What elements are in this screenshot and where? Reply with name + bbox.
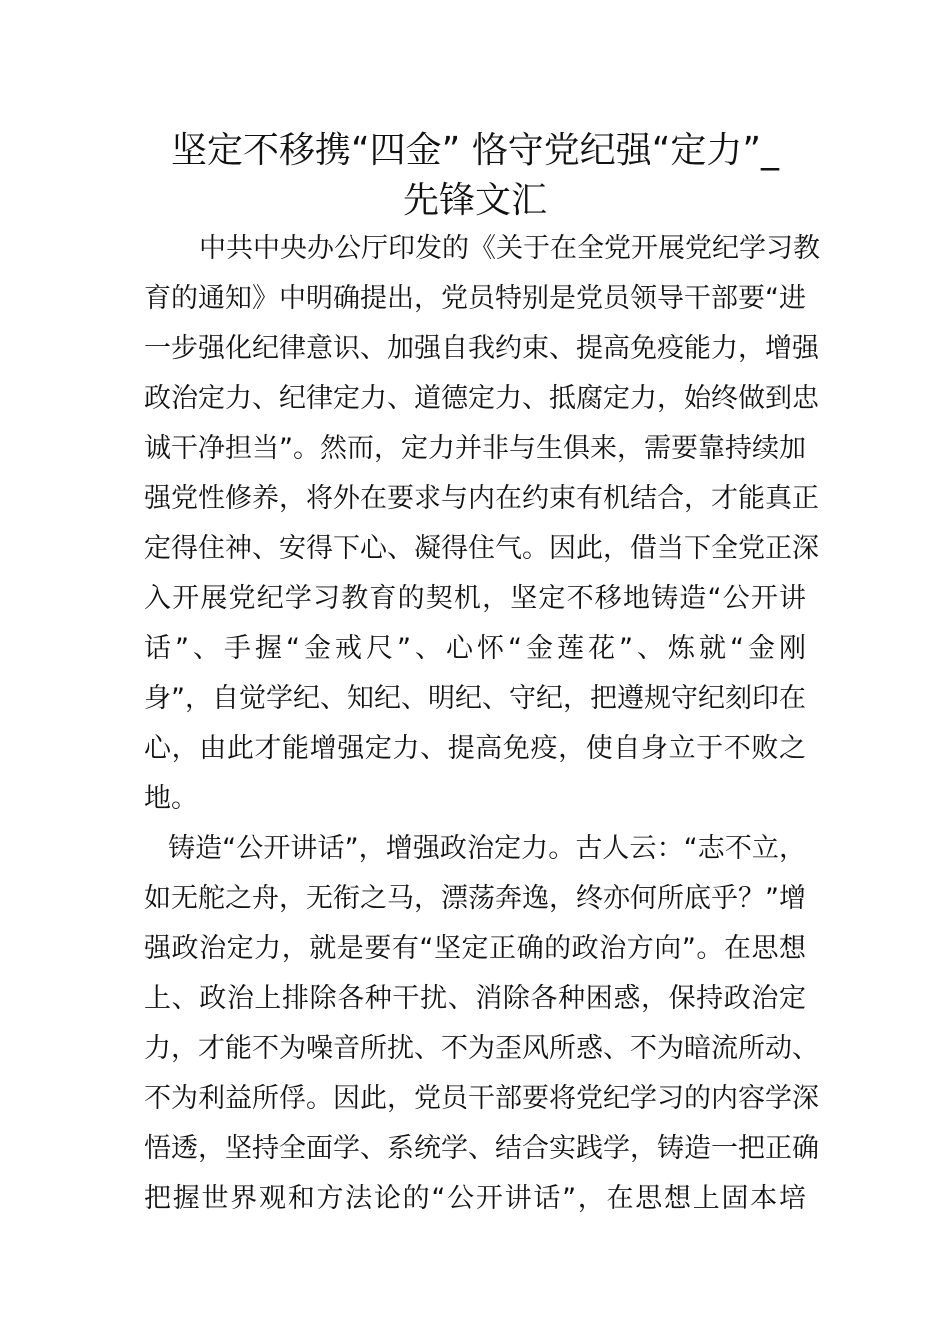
title-line-2: 先锋文汇 — [402, 180, 547, 221]
text-line: 诚干净担当”。然而，定力并非与生俱来，需要靠持续加 — [144, 433, 806, 464]
text-line: 入开展党纪学习教育的契机，坚定不移地铸造“公开讲 — [144, 583, 806, 614]
text-line: 地。 — [144, 783, 198, 814]
text-line: 上、政治上排除各种干扰、消除各种困惑，保持政治定 — [144, 983, 806, 1014]
text-line: 中共中央办公厅印发的《关于在全党开展党纪学习教 — [199, 233, 820, 264]
title-line-1: 坚定不移携“四金” 恪守党纪强“定力”_ — [170, 130, 780, 171]
text-line: 育的通知》中明确提出，党员特别是党员领导干部要“进 — [144, 283, 806, 314]
text-line: 强党性修养，将外在要求与内在约束有机结合，才能真正 — [144, 483, 819, 514]
text-line: 身”，自觉学纪、知纪、明纪、守纪，把遵规守纪刻印在 — [144, 683, 806, 714]
text-line: 定得住神、安得下心、凝得住气。因此，借当下全党正深 — [144, 533, 819, 564]
text-line: 把握世界观和方法论的“公开讲话”，在思想上固本培 — [144, 1183, 806, 1214]
text-line: 强政治定力，就是要有“坚定正确的政治方向”。在思想 — [144, 933, 806, 964]
text-line: 心，由此才能增强定力、提高免疫，使自身立于不败之 — [144, 733, 806, 764]
text-line: 话”、手握“金戒尺”、心怀“金莲花”、炼就“金刚 — [144, 633, 806, 664]
document-title — [140, 126, 810, 226]
text-line: 政治定力、纪律定力、道德定力、抵腐定力，始终做到忠 — [144, 383, 819, 414]
text-line: 力，才能不为噪音所扰、不为歪风所惑、不为暗流所动、 — [144, 1033, 819, 1064]
text-line: 如无舵之舟，无衔之马，漂荡奔逸，终亦何所底乎？”增 — [144, 883, 806, 914]
text-line: 不为利益所俘。因此，党员干部要将党纪学习的内容学深 — [144, 1083, 819, 1114]
text-line: 一步强化纪律意识、加强自我约束、提高免疫能力，增强 — [144, 333, 819, 364]
text-line: 铸造“公开讲话”，增强政治定力。古人云：“志不立， — [168, 833, 806, 864]
text-line: 悟透，坚持全面学、系统学、结合实践学，铸造一把正确 — [144, 1133, 819, 1164]
